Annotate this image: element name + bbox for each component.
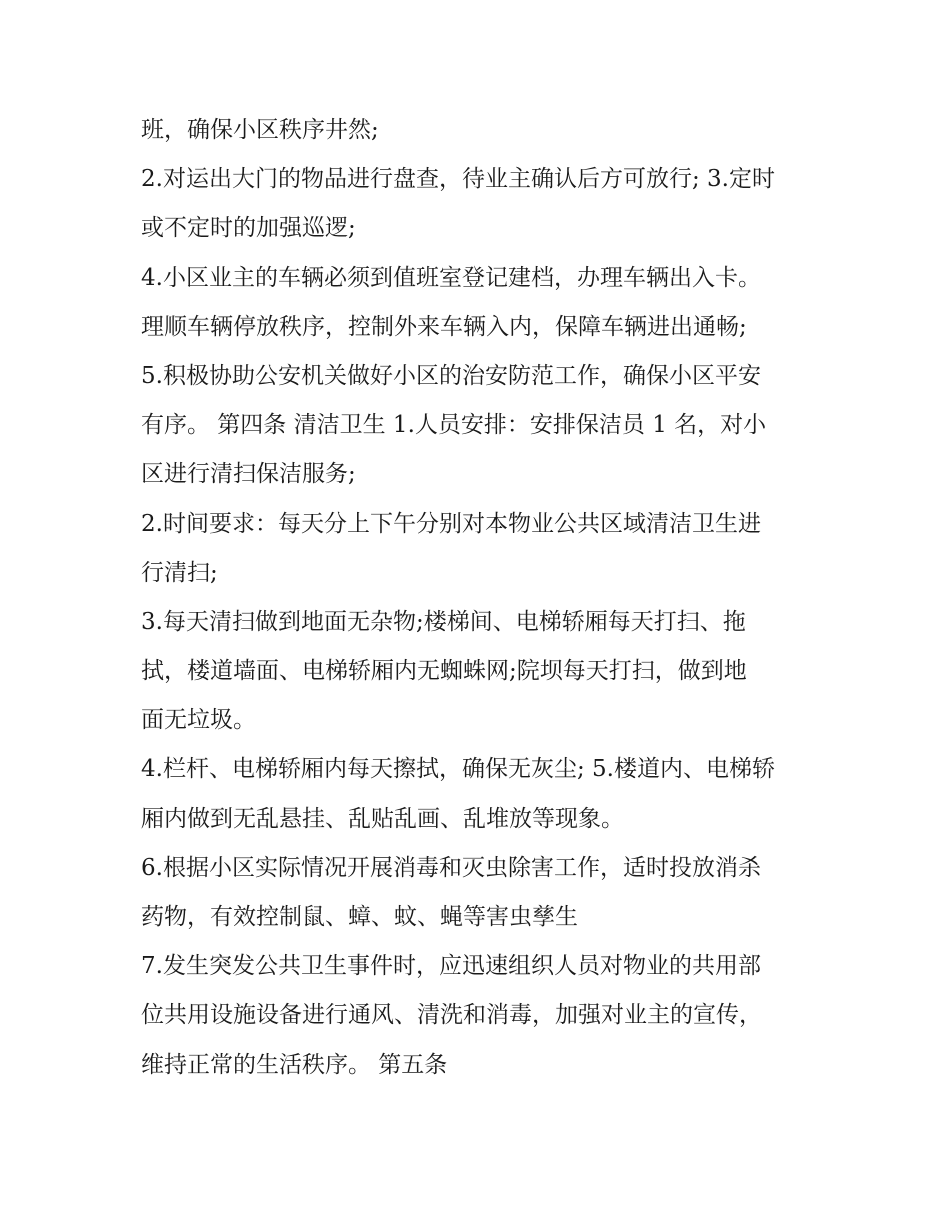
text-line: 区进行清扫保洁服务; xyxy=(141,461,356,488)
text-line: 理顺车辆停放秩序，控制外来车辆入内，保障车辆进出通畅; xyxy=(141,313,747,340)
text-line: 厢内做到无乱悬挂、乱贴乱画、乱堆放等现象。 xyxy=(141,805,624,832)
text-line: 5.积极协助公安机关做好小区的治安防范工作，确保小区平安 xyxy=(141,362,761,389)
text-line: 或不定时的加强巡逻; xyxy=(141,215,356,242)
text-line: 6.根据小区实际情况开展消毒和灭虫除害工作，适时投放消杀 xyxy=(141,854,761,881)
text-line: 班，确保小区秩序井然; xyxy=(141,117,379,143)
text-line: 维持正常的生活秩序。 第五条 xyxy=(141,1051,448,1078)
text-line: 拭，楼道墙面、电梯轿厢内无蜘蛛网;院坝每天打扫，做到地 xyxy=(141,658,747,685)
text-line: 行清扫; xyxy=(141,559,218,586)
text-line: 4.栏杆、电梯轿厢内每天擦拭，确保无灰尘; 5.楼道内、电梯轿 xyxy=(141,756,775,783)
text-line: 有序。 第四条 清洁卫生 1.人员安排：安排保洁员 1 名，对小 xyxy=(141,412,767,439)
text-line: 面无垃圾。 xyxy=(141,707,256,734)
document-body xyxy=(141,106,821,1090)
text-line: 7.发生突发公共卫生事件时，应迅速组织人员对物业的共用部 xyxy=(141,953,761,980)
text-line: 2.时间要求：每天分上下午分别对本物业公共区域清洁卫生进 xyxy=(141,510,761,537)
text-line: 3.每天清扫做到地面无杂物;楼梯间、电梯轿厢每天打扫、拖 xyxy=(141,608,746,635)
text-line: 2.对运出大门的物品进行盘查，待业主确认后方可放行; 3.定时 xyxy=(141,166,775,193)
text-line: 药物，有效控制鼠、蟑、蚊、蝇等害虫孳生 xyxy=(141,904,578,930)
text-line: 4.小区业主的车辆必须到值班室登记建档，办理车辆出入卡。 xyxy=(141,264,761,291)
text-line: 位共用设施设备进行通风、清洗和消毒，加强对业主的宣传， xyxy=(141,1002,762,1029)
